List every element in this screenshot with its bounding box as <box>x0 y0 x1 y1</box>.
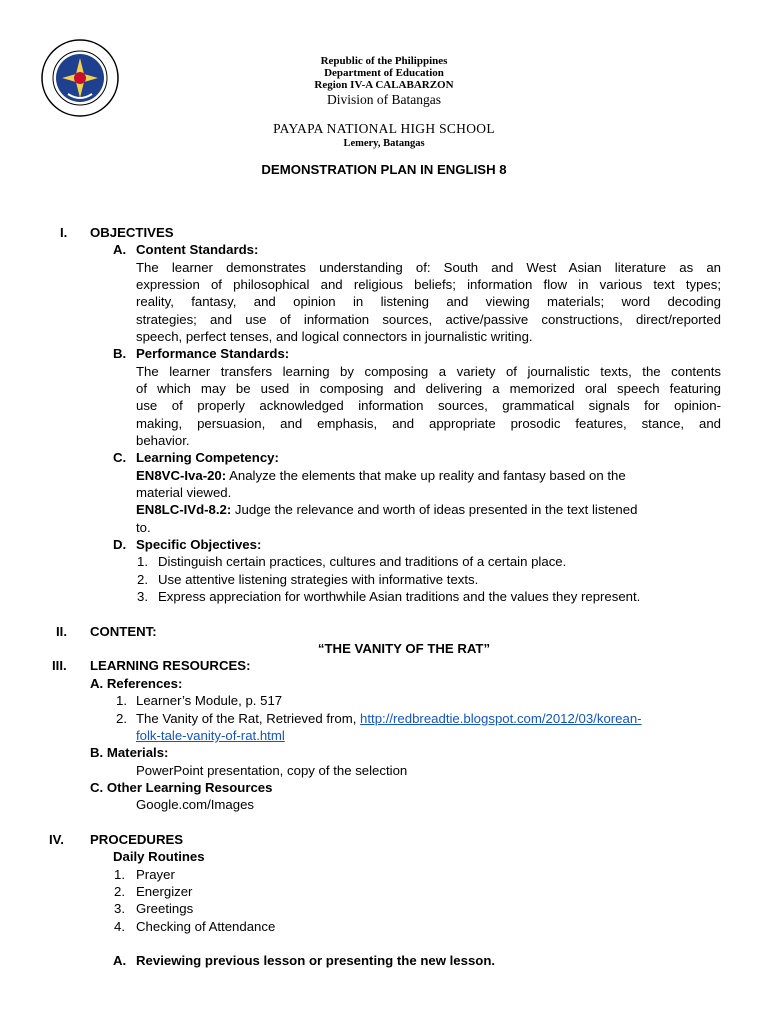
section-heading-procedures: PROCEDURES <box>90 832 184 847</box>
section-heading-objectives: OBJECTIVES <box>90 225 174 240</box>
routine-text: Checking of Attendance <box>136 919 276 934</box>
routine-number: 4. <box>114 919 125 934</box>
competency-cont: to. <box>136 520 151 535</box>
performance-standards-title: Performance Standards: <box>136 346 290 361</box>
materials-text: PowerPoint presentation, copy of the selection <box>136 763 408 778</box>
performance-standards-line: The learner transfers learning by composing a variety of journalistic texts, the contents <box>136 364 721 379</box>
reviewing-lesson-title: Reviewing previous lesson or presenting the new lesson. <box>136 953 496 968</box>
learning-competency-title: Learning Competency: <box>136 450 279 465</box>
section-number: IV. <box>49 832 64 847</box>
page-title: DEMONSTRATION PLAN IN ENGLISH 8 <box>261 162 507 177</box>
content-standards-line: reality, fantasy, and opinion in listening and viewing materials; word decoding <box>136 294 721 309</box>
other-resources-text: Google.com/Images <box>136 797 255 812</box>
content-standards-line: speech, perfect tenses, and logical connectors in journalistic writing. <box>136 329 533 344</box>
header-department: Department of Education <box>324 67 444 79</box>
subsection-label: A. <box>113 953 127 968</box>
performance-standards-line: behavior. <box>136 433 190 448</box>
competency-item <box>136 501 637 518</box>
routine-number: 3. <box>114 901 125 916</box>
routine-text: Prayer <box>136 867 175 882</box>
reference-link[interactable]: folk-tale-vanity-of-rat.html <box>136 728 285 743</box>
objective-text: Express appreciation for worthwhile Asian traditions and the values they represent. <box>158 589 641 604</box>
reference-number: 1. <box>116 693 127 708</box>
content-standards-line: expression of philosophical and religious beliefs; information flow in various text types; <box>136 277 721 292</box>
subsection-label: B. <box>113 346 127 361</box>
content-standards-line: strategies; and use of information sources, active/passive constructions, direct/reported <box>136 312 721 327</box>
performance-standards-line: use of properly acknowledged information sources, grammatical signals for opinion- <box>136 398 721 413</box>
section-heading-content: CONTENT: <box>90 624 157 639</box>
section-number: II. <box>56 624 67 639</box>
references-title: A. References: <box>90 676 183 691</box>
header-region: Region IV-A CALABARZON <box>314 79 454 91</box>
competency-code: EN8LC-IVd-8.2: <box>136 502 232 517</box>
reference-item <box>136 710 642 727</box>
routine-text: Energizer <box>136 884 193 899</box>
story-title: “THE VANITY OF THE RAT” <box>317 641 491 656</box>
section-number: I. <box>60 225 68 240</box>
objective-number: 1. <box>137 554 148 569</box>
reference-text: Learner’s Module, p. 517 <box>136 693 283 708</box>
competency-text: Analyze the elements that make up reality and fantasy based on the <box>226 468 626 483</box>
objective-text: Use attentive listening strategies with informative texts. <box>158 572 479 587</box>
reference-link[interactable]: http://redbreadtie.blogspot.com/2012/03/korean- <box>360 711 642 726</box>
header-republic: Republic of the Philippines <box>320 55 448 67</box>
header-location: Lemery, Batangas <box>343 138 425 149</box>
routine-number: 2. <box>114 884 125 899</box>
reference-text: The Vanity of the Rat, Retrieved from, <box>136 711 361 726</box>
daily-routines-title: Daily Routines <box>113 849 205 864</box>
routine-text: Greetings <box>136 901 194 916</box>
objective-number: 3. <box>137 589 148 604</box>
performance-standards-line: of which may be used in composing and delivering a memorized oral speech featuring <box>136 381 721 396</box>
competency-item <box>136 467 626 484</box>
subsection-label: A. <box>113 242 127 257</box>
performance-standards-line: making, persuasion, and emphasis, and appropriate prosodic features, stance, and <box>136 416 721 431</box>
content-standards-line: The learner demonstrates understanding of: South and West Asian literature as an <box>136 260 721 275</box>
routine-number: 1. <box>114 867 125 882</box>
subsection-label: D. <box>113 537 127 552</box>
specific-objectives-title: Specific Objectives: <box>136 537 262 552</box>
subsection-label: C. <box>113 450 127 465</box>
header-school: PAYAPA NATIONAL HIGH SCHOOL <box>273 121 495 136</box>
materials-title: B. Materials: <box>90 745 169 760</box>
other-resources-title: C. Other Learning Resources <box>90 780 273 795</box>
competency-text: Judge the relevance and worth of ideas presented in the text listened <box>231 502 638 517</box>
reference-number: 2. <box>116 711 127 726</box>
header-division: Division of Batangas <box>327 92 441 107</box>
objective-number: 2. <box>137 572 148 587</box>
objective-text: Distinguish certain practices, cultures and traditions of a certain place. <box>158 554 567 569</box>
section-heading-resources: LEARNING RESOURCES: <box>90 658 251 673</box>
content-standards-title: Content Standards: <box>136 242 259 257</box>
section-number: III. <box>52 658 67 673</box>
competency-code: EN8VC-Iva-20: <box>136 468 227 483</box>
competency-cont: material viewed. <box>136 485 232 500</box>
